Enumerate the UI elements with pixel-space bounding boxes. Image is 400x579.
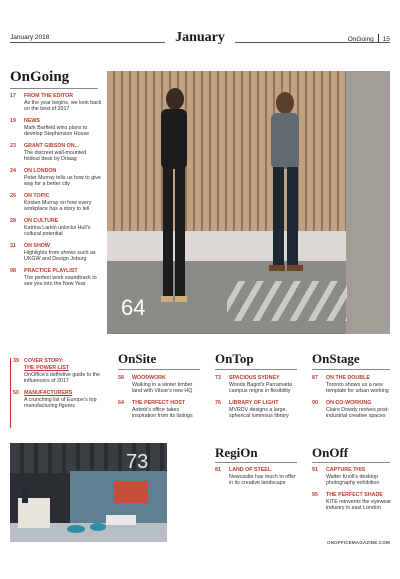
toc-desc: Claire Dowdy revives post-industrial creative spaces: [326, 407, 389, 420]
toc-title: ON CO-WORKING: [326, 400, 372, 406]
toc-item[interactable]: [10, 168, 102, 188]
hero-photo: [107, 71, 390, 334]
people-figures: [107, 71, 390, 334]
toc-item[interactable]: [10, 143, 102, 163]
ongoing-list: [10, 93, 102, 293]
ontop-rule: [215, 369, 297, 370]
toc-desc: Katrina Larkin unlocks Hull's cultural potential: [24, 225, 91, 238]
toc-desc: A crunching list of Europe's top manufacturing figures: [24, 397, 97, 410]
toc-desc: Newcastle has much to offer in its creative landscape: [229, 474, 296, 487]
section-name: OnGoing: [347, 36, 374, 43]
toc-item[interactable]: [10, 243, 102, 263]
toc-page-num: 39: [13, 358, 19, 364]
toc-desc: Walking in a winter timber land with Vitsœ's new HQ: [132, 382, 193, 395]
toc-desc: OnOffice's definitive guide to the influencers of 2017: [24, 372, 100, 385]
toc-page-num: 64: [118, 400, 124, 406]
toc-desc: Woods Bagot's Parramatta campus reigns in flexibility: [229, 382, 293, 395]
toc-desc: Mark Barfield wins plans to develop Stephenson House: [24, 125, 90, 138]
toc-title: ON LONDON: [24, 168, 57, 174]
page-header: [10, 31, 390, 47]
toc-page-num: 19: [10, 118, 16, 124]
toc-title: GRANT GIBSON ON...: [24, 143, 80, 149]
onsite-heading: OnSite: [118, 351, 157, 366]
toc-title: CAPTURE THIS: [326, 467, 366, 473]
toc-desc: Peter Murray tells us how to give way for a better city: [24, 175, 101, 188]
toc-page-num: 28: [10, 218, 16, 224]
office-photo: [10, 443, 167, 542]
toc-desc: The discreet wall-mounted foldout desk by Driaag: [24, 150, 87, 163]
toc-page-num: 95: [312, 492, 318, 498]
photo-page-number: 73: [126, 451, 149, 473]
onstage-rule: [312, 369, 390, 370]
website-url[interactable]: ONOFFICEMAGAZINE.COM: [327, 540, 390, 545]
toc-item[interactable]: [215, 467, 299, 487]
toc-title: FROM THE EDITOR: [24, 93, 74, 99]
toc-item[interactable]: [312, 400, 392, 420]
region-heading: RegiOn: [215, 445, 258, 460]
section-and-page: [348, 34, 390, 43]
toc-page-num: 50: [13, 390, 19, 396]
toc-subtitle: THE POWER LIST: [24, 365, 70, 371]
toc-page-num: 76: [215, 400, 221, 406]
ongoing-rule: [10, 88, 98, 89]
toc-page-num: 17: [10, 93, 16, 99]
toc-page-num: 91: [312, 467, 318, 473]
toc-page-num: 73: [215, 375, 221, 381]
onstage-heading: OnStage: [312, 351, 360, 366]
toc-item[interactable]: [312, 467, 392, 487]
toc-title: ON TOPIC: [24, 193, 50, 199]
toc-page-num: 24: [10, 168, 16, 174]
ontop-list: [215, 375, 299, 425]
toc-desc: Walter Knoll's desktop photography exhibition: [326, 474, 380, 487]
toc-item[interactable]: [215, 400, 299, 420]
toc-title: SPACIOUS SYDNEY: [229, 375, 280, 381]
ontop-heading: OnTop: [215, 351, 254, 366]
hero-page-number: 64: [121, 295, 146, 320]
onoff-rule: [312, 462, 390, 463]
toc-title: NEWS: [24, 118, 40, 124]
toc-page-num: 81: [215, 467, 221, 473]
toc-item[interactable]: [10, 358, 102, 385]
onstage-list: [312, 375, 392, 425]
toc-page-num: 98: [10, 268, 16, 274]
cover-story-list: [10, 358, 102, 415]
toc-desc: As the year begins, we look back on the best of 2017: [24, 100, 102, 113]
toc-item[interactable]: [10, 193, 102, 213]
issue-date: January 2018: [10, 34, 50, 41]
toc-title: COVER STORY:: [24, 358, 64, 364]
toc-title: THE PERFECT SHADE: [326, 492, 383, 498]
toc-page-num: 26: [10, 193, 16, 199]
toc-item[interactable]: [118, 375, 202, 395]
onoff-list: [312, 467, 392, 517]
toc-item[interactable]: [10, 390, 102, 410]
toc-item[interactable]: [10, 118, 102, 138]
toc-page-num: 87: [312, 375, 318, 381]
ongoing-heading: OnGoing: [10, 69, 70, 85]
toc-title: LAND OF STEEL: [229, 467, 272, 473]
toc-item[interactable]: [312, 375, 392, 395]
toc-page-num: 31: [10, 243, 16, 249]
toc-desc: Airbnb's office takes inspiration from its listings: [132, 407, 193, 420]
onsite-list: [118, 375, 202, 425]
toc-title: ON SHOW: [24, 243, 50, 249]
toc-item[interactable]: [118, 400, 202, 420]
toc-desc: Kirsten Murray on how every workplace has a story to tell: [24, 200, 92, 213]
toc-item[interactable]: [10, 93, 102, 113]
toc-item[interactable]: [215, 375, 299, 395]
separator: [378, 34, 379, 42]
toc-desc: The perfect work soundtrack to see you into the New Year: [24, 275, 97, 288]
toc-desc: KITE reinvents the eyewear industry in east London: [326, 499, 392, 512]
toc-title: WOODWORK: [132, 375, 166, 381]
toc-item[interactable]: [312, 492, 392, 512]
toc-desc: MVRDV designs a large, spherical luminous library: [229, 407, 289, 420]
toc-desc: Highlights from shows such as UKGW and Design Joburg: [24, 250, 96, 263]
toc-item[interactable]: [10, 218, 102, 238]
onsite-rule: [118, 369, 200, 370]
toc-item[interactable]: [10, 268, 102, 288]
toc-title: LIBRARY OF LIGHT: [229, 400, 279, 406]
toc-title: PRACTICE PLAYLIST: [24, 268, 78, 274]
toc-desc: Toronto shows us a new template for urban working: [326, 382, 389, 395]
onoff-heading: OnOff: [312, 445, 349, 460]
region-list: [215, 467, 299, 492]
toc-title: MANUFACTURERS: [24, 390, 73, 396]
region-rule: [215, 462, 297, 463]
page-title: January: [169, 30, 231, 45]
toc-title: THE PERFECT HOST: [132, 400, 185, 406]
toc-page-num: 23: [10, 143, 16, 149]
toc-page-num: 58: [118, 375, 124, 381]
toc-title: ON CULTURE: [24, 218, 59, 224]
toc-title: ON THE DOUBLE: [326, 375, 370, 381]
page-number: 15: [382, 36, 390, 43]
toc-page-num: 90: [312, 400, 318, 406]
